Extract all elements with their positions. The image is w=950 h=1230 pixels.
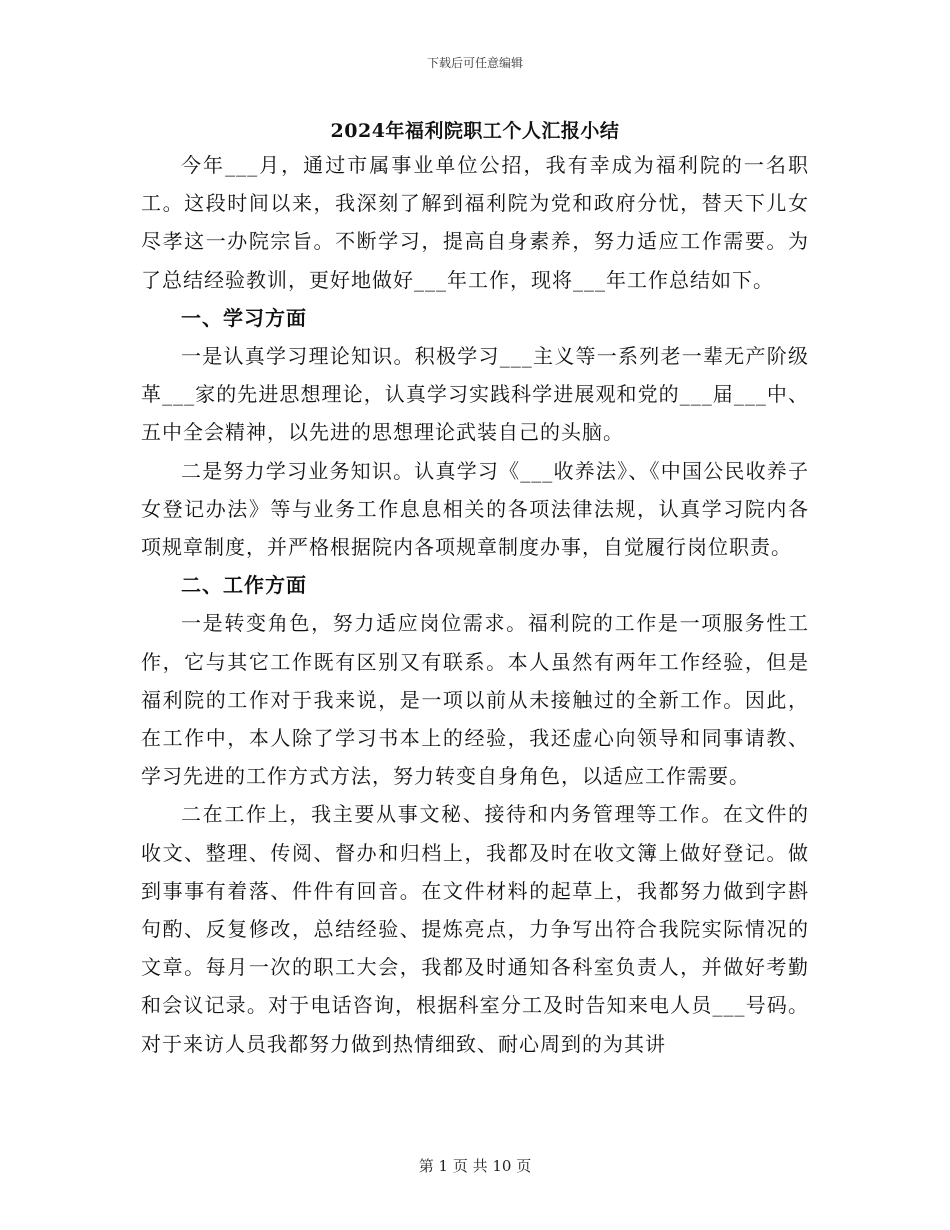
paragraph-study-theory: 一是认真学习理论知识。积极学习___主义等一系列老一辈无产阶级革___家的先进思想理论，认真学习实践科学进展观和党的___届___中、五中全会精神，以先进的思想理论武装自己的头脑。 (141, 344, 809, 445)
document-title: 2024年福利院职工个人汇报小结 (330, 120, 620, 142)
document-body (141, 146, 809, 1063)
paragraph-work-role: 一是转变角色，努力适应岗位需求。福利院的工作是一项服务性工作，它与其它工作既有区别又有联系。本人虽然有两年工作经验，但是福利院的工作对于我来说，是一项以前从未接触过的全新工作。因此，在工作中，本人除了学习书本上的经验，我还虚心向领导和同事请教、学习先进的工作方式方法，努力转变自身角色，以适应工作需要。 (141, 611, 809, 789)
paragraph-study-business: 二是努力学习业务知识。认真学习《___收养法》、《中国公民收养子女登记办法》等与业务工作息息相关的各项法律法规，认真学习院内各项规章制度，并严格根据院内各项规章制度办事，自觉履行岗位职责。 (141, 458, 809, 560)
page-number: 第 1 页 共 10 页 (418, 1157, 532, 1175)
section-heading-work: 二、工作方面 (181, 573, 307, 598)
header-note: 下载后可任意编辑 (426, 56, 523, 70)
section-heading-study: 一、学习方面 (181, 305, 307, 330)
paragraph-intro: 今年___月，通过市属事业单位公招，我有幸成为福利院的一名职工。这段时间以来，我深刻了解到福利院为党和政府分忧，替天下儿女尽孝这一办院宗旨。不断学习，提高自身素养，努力适应工作需要。为了总结经验教训，更好地做好___年工作，现将___年工作总结如下。 (141, 153, 809, 292)
paragraph-work-duties: 二在工作上，我主要从事文秘、接待和内务管理等工作。在文件的收文、整理、传阅、督办和归档上，我都及时在收文簿上做好登记。做到事事有着落、件件有回音。在文件材料的起草上，我都努力做到字斟句酌、反复修改，总结经验、提炼亮点，力争写出符合我院实际情况的文章。每月一次的职工大会，我都及时通知各科室负责人，并做好考勤和会议记录。对于电话咨询，根据科室分工及时告知来电人员___号码。对于来访人员我都努力做到热情细致、耐心周到的为其讲 (141, 802, 809, 1056)
